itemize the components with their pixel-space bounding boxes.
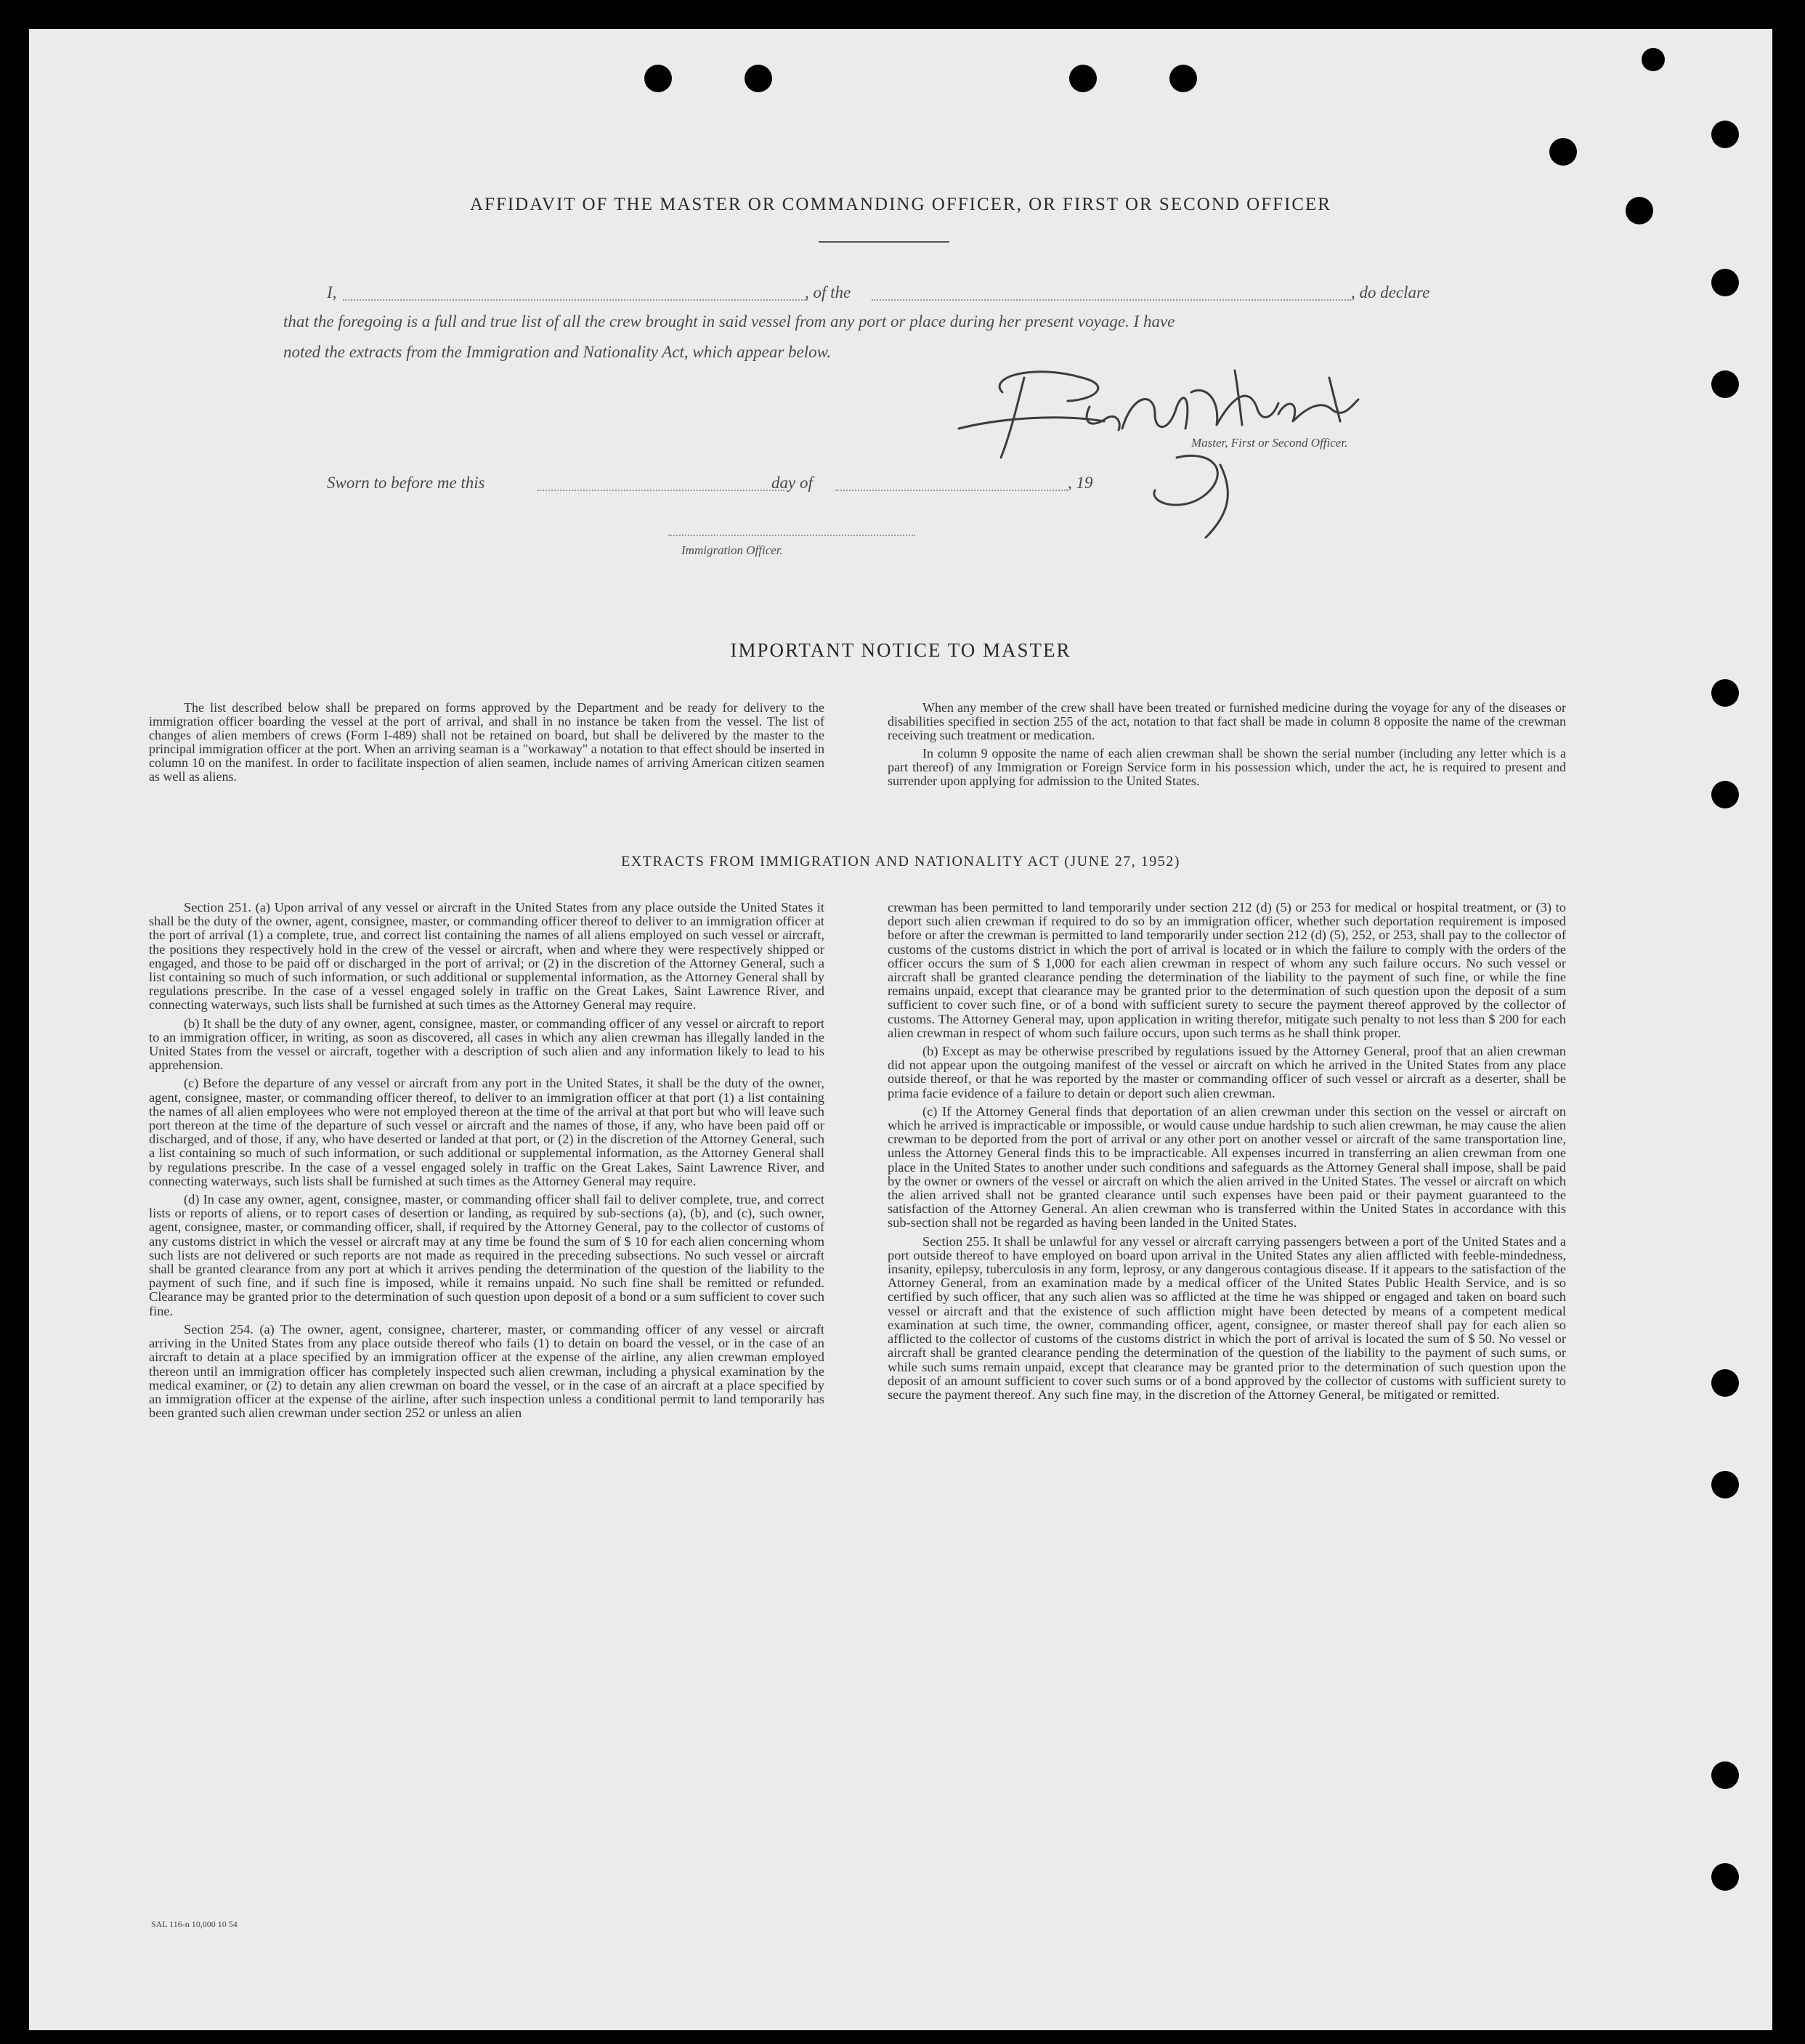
punch-hole	[1549, 138, 1577, 166]
punch-hole	[1711, 1761, 1739, 1789]
punch-hole	[1711, 1471, 1739, 1498]
notice-right-column	[888, 701, 1566, 792]
extract-paragraph: crewman has been permitted to land temporarily under section 212 (d) (5) or 253 for medical or hospital treatment, or (3) to deport such alien crewman if required to do so by an immigration officer, whether such deportation requirement is imposed before or after the crewman is permitted to land temporarily under section 212 (d) (5), 252, or 253, shall pay to the collector of customs of the customs district in which the port of arrival is located or in which the failure to comply with the orders of the officer occurs the sum of $ 1,000 for each alien crewman in respect of whom any such failure occurs. No such vessel or aircraft shall be granted clearance pending the determination of the liability to the payment of such fine, or while the fine remains unpaid, except that clearance may be granted prior to the determination of such question upon the deposit of a sum sufficient to cover such fine, or of a bond with sufficient surety to secure the payment thereof approved by the collector of customs. The Attorney General may, upon application in writing therefor, mitigate such penalty to not less than $ 200 for each alien crewman in respect of whom such failure occurs, upon such terms as he shall think proper.	[888, 900, 1566, 1040]
notice-left-column	[149, 701, 824, 788]
extracts-right-column	[888, 901, 1566, 1406]
extract-paragraph: (c) Before the departure of any vessel or aircraft from any port in the United States, it shall be the duty of the owner, agent, consignee, master, or commanding officer thereof, to deliver to an immigration officer at that port (1) a list containing the names of all alien employees who were not employed thereon at the time of the arrival at that port but who will leave such port thereon at the time of the departure of such vessel or aircraft and the names of those, if any, who have been paid off or discharged, and of those, if any, who have deserted or landed at that port, or (2) in the discretion of the Attorney General, such a list containing so much of such information, or such additional or supplemental information, as the Attorney General shall by regulations prescribe. In the case of a vessel engaged solely in traffic on the Great Lakes, Saint Lawrence River, and connecting waterways, such lists shall be furnished at such times as the Attorney General may require.	[149, 1076, 824, 1188]
extract-paragraph: (b) It shall be the duty of any owner, agent, consignee, master, or commanding officer of any vessel or aircraft to report to an immigration officer, in writing, as soon as discovered, all cases in which any alien crewman has illegally landed in the United States from the vessel or aircraft, together with a description of such alien and any information likely to lead to his apprehension.	[149, 1015, 824, 1073]
form-code: SAL 116-n 10,000 10 54	[151, 1919, 238, 1929]
year-label: , 19	[1068, 474, 1093, 492]
sworn-label: Sworn to before me this	[327, 474, 485, 492]
punch-hole	[1711, 781, 1739, 808]
title-rule	[819, 241, 949, 243]
name-line	[343, 299, 808, 301]
punch-hole	[1711, 1369, 1739, 1397]
extracts-title: EXTRACTS FROM IMMIGRATION AND NATIONALITY ACT (JUNE 27, 1952)	[621, 853, 1180, 869]
notice-right-paragraph: When any member of the crew shall have been treated or furnished medicine during the voyage for any of the diseases or disabilities specified in section 255 of the act, notation to that fact shall be made in column 8 opposite the name of the crewman receiving such treatment or medication.	[888, 700, 1566, 742]
punch-hole	[1711, 269, 1739, 296]
punch-hole	[644, 65, 672, 92]
extract-paragraph: Section 255. It shall be unlawful for any vessel or aircraft carrying passengers between a port of the United States and a port outside thereof to have employed on board upon arrival in the United States any alien afflicted with feeble-mindedness, insanity, epilepsy, tuberculosis in any form, leprosy, or any dangerous contagious disease. If it appears to the satisfaction of the Attorney General, from an examination made by a medical officer of the United States Public Health Service, and is so certified by such officer, that any such alien was so afflicted at the time he was shipped or engaged and taken on board such vessel or aircraft and that the existence of such affliction might have been detected by means of a competent medical examination at such time, the owner, commanding officer, agent, consignee, or master thereof shall pay for each alien so afflicted to the collector of customs of the customs district in which the port of arrival is located the sum of $ 50. No vessel or aircraft shall be granted clearance pending the determination of the question of the liability to the payment of such sums, or while such sums remain unpaid, except that clearance may be granted prior to the determination of such question upon the deposit of an amount sufficient to cover such sums or of a bond approved by the collector of customs with sufficient surety to secure the payment thereof. Any such fine may, in the discretion of the Attorney General, be mitigated or remitted.	[888, 1233, 1566, 1402]
punch-hole	[1069, 65, 1097, 92]
affidavit-title: AFFIDAVIT OF THE MASTER OR COMMANDING OFFICER, OR FIRST OR SECOND OFFICER	[469, 195, 1331, 214]
extract-paragraph: Section 254. (a) The owner, agent, consignee, charterer, master, or commanding officer of any vessel or aircraft arriving in the United States from any place outside thereof who fails (1) to detain on board the vessel, or in the case of an aircraft to detain at a place specified by an immigration officer at the expense of the airline, any alien crewman employed thereon until an immigration officer has completely inspected such alien crewman, including a physical examination by the medical examiner, or (2) to detain any alien crewman on board the vessel, or in the case of an aircraft at a place specified by an immigration officer at the expense of the airline, after such inspection unless a conditional permit to land temporarily has been granted such alien crewman under section 252 or unless an alien	[149, 1321, 824, 1421]
notice-left-paragraph: The list described below shall be prepared on forms approved by the Department and be ready for delivery to the immigration officer boarding the vessel at the port of arrival, and shall in no instance be taken from the vessel. The list of changes of alien members of crews (Form I-489) shall not be retained on board, but shall be delivered by the master to the principal immigration officer at the port. When an arriving seaman is a "workaway" a notation to that effect should be inserted in column 10 on the manifest. In order to facilitate inspection of alien seamen, include names of arriving American citizen seamen as well as aliens.	[149, 700, 824, 784]
punch-hole	[745, 65, 772, 92]
extracts-left-column	[149, 901, 824, 1424]
document-sheet	[29, 29, 1772, 2030]
sworn-month-line	[835, 490, 1068, 491]
notice-right-paragraph: In column 9 opposite the name of each alien crewman shall be shown the serial number (including any letter which is a part thereof) of any Immigration or Foreign Service form in his possession which, under the act, he is required to present and surrender upon applying for admission to the United States.	[888, 746, 1566, 788]
i-label: I,	[327, 283, 337, 301]
do-declare-label: , do declare	[1351, 283, 1430, 301]
extract-paragraph: (d) In case any owner, agent, consignee, master, or commanding officer shall fail to deliver complete, true, and correct lists or reports of aliens, or to report cases of desertion or landing, as required by sub-sections (a), (b), and (c), such owner, agent, consignee, master, or commanding officer, shall, if required by the Attorney General, pay to the collector of customs of any customs district in which the vessel or aircraft may at any time be found the sum of $ 10 for each alien concerning whom such lists are not delivered or such reports are not made as required in the preceding subsections. No such vessel or aircraft shall be granted clearance from any port at which it arrives pending the determination of the question of the liability to the payment of such fine, and if such fine is imposed, while it remains unpaid. No such fine shall be remitted or refunded. Clearance may be granted prior to the determination of such question upon deposit of a bond or a sum sufficient to cover such fine.	[149, 1192, 824, 1318]
of-the-label: , of the	[805, 283, 851, 301]
extract-paragraph: Section 251. (a) Upon arrival of any vessel or aircraft in the United States from any place outside the United States it shall be the duty of the owner, agent, consignee, master, or commanding officer thereof to deliver to an immigration officer at the port of arrival (1) a complete, true, and correct list containing the names of all aliens employed on such vessel or aircraft, the positions they respectively hold in the crew of the vessel or aircraft, when and where they were respectively shipped or engaged, and those to be paid off or discharged in the port of arrival; or (2) in the discretion of the Attorney General, such a list containing so much of such information, or such additional or supplemental information, as the Attorney General shall by regulations prescribe. In the case of a vessel engaged solely in traffic on the Great Lakes, Saint Lawrence River, and connecting waterways, such lists shall be furnished at such times as the Attorney General may require.	[149, 900, 824, 1013]
officer-line	[668, 535, 915, 536]
punch-hole	[1642, 48, 1665, 71]
declaration-line-2: that the foregoing is a full and true list of all the crew brought in said vessel from any port or place during her present voyage. I have	[283, 312, 1175, 330]
master-label: Master, First or Second Officer.	[1191, 436, 1348, 450]
sworn-day-line	[538, 490, 784, 491]
officer-label: Immigration Officer.	[681, 543, 783, 557]
punch-hole	[1711, 679, 1739, 707]
extract-paragraph: (c) If the Attorney General finds that deportation of an alien crewman under this section on the vessel or aircraft on which he arrived is impracticable or impossible, or would cause undue hardship to such alien crewman, he may cause the alien crewman to be deported from the port of arrival or any other port on another vessel or aircraft of the same transportation line, unless the Attorney General finds this to be impracticable. All expenses incurred in transferring an alien crewman from one place in the United States to another under such conditions and safeguards as the Attorney General shall impose, shall be paid by the owner or owners of the vessel or aircraft on which the alien arrived in the United States. The vessel or aircraft on which the alien arrived shall not be granted clearance until such expenses have been paid or their payment guaranteed to the satisfaction of the Attorney General. An alien crewman who is transferred within the United States in accordance with this sub-section shall not be regarded as having been landed in the United States.	[888, 1103, 1566, 1230]
punch-hole	[1711, 121, 1739, 148]
notice-title: IMPORTANT NOTICE TO MASTER	[730, 639, 1071, 661]
day-of-label: day of	[771, 474, 813, 492]
punch-hole	[1711, 1863, 1739, 1891]
punch-hole	[1169, 65, 1197, 92]
declaration-line-3: noted the extracts from the Immigration and Nationality Act, which appear below.	[283, 343, 832, 361]
punch-hole	[1711, 370, 1739, 398]
extract-paragraph: (b) Except as may be otherwise prescribed by regulations issued by the Attorney General, proof that an alien crewman did not appear upon the outgoing manifest of the vessel or aircraft on which he arrived in the United States from any place outside thereof, or that he was reported by the master or commanding officer of such vessel or aircraft as a deserter, shall be prima facie evidence of a failure to detain or deport such alien crewman.	[888, 1044, 1566, 1100]
vessel-line	[872, 299, 1351, 301]
